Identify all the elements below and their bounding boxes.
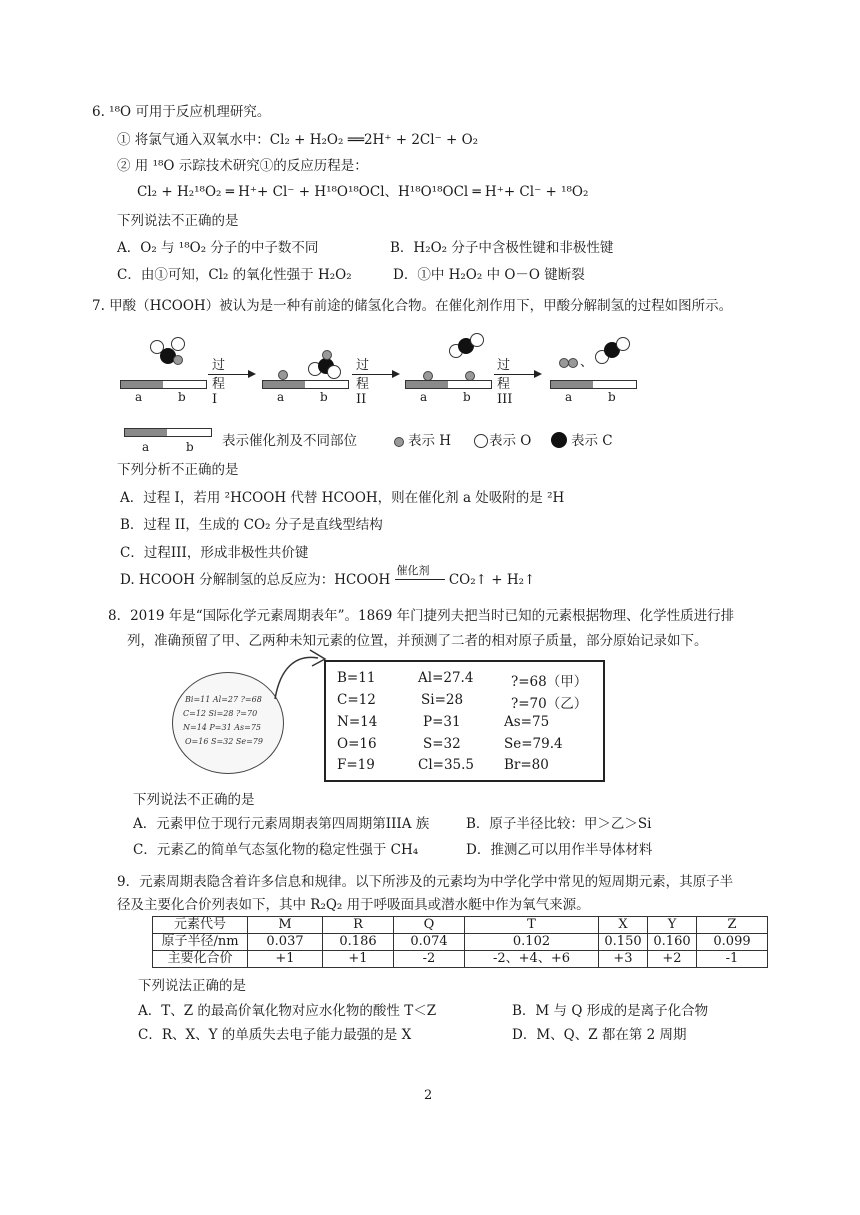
legend-oxygen-icon bbox=[474, 434, 488, 448]
q6-title: 6. ¹⁸O 可用于反应机理研究。 bbox=[92, 104, 271, 120]
table-cell: M bbox=[248, 917, 323, 934]
record-cell: ?=70（乙） bbox=[511, 696, 588, 712]
catalyst-bar bbox=[405, 380, 492, 389]
table-cell: 主要化合价 bbox=[153, 951, 248, 968]
element-property-table bbox=[152, 916, 768, 968]
q9-option-b: B．M 与 Q 形成的是离子化合物 bbox=[512, 1003, 709, 1019]
q6-option-d: D．①中 H₂O₂ 中 O－O 键断裂 bbox=[393, 267, 585, 283]
catalyst-arrow bbox=[395, 564, 445, 590]
table-cell: Z bbox=[697, 917, 768, 934]
record-cell: B=11 bbox=[337, 670, 376, 686]
record-cell: Se=79.4 bbox=[504, 736, 563, 752]
q7-option-c: C．过程III，形成非极性共价键 bbox=[120, 545, 309, 561]
q9-option-d: D．M、Q、Z 都在第 2 周期 bbox=[512, 1027, 687, 1043]
mendeleev-notebook-image: Bi=11 Al=27 ?=68 C=12 Si=28 ?=70 N=14 P=31 As=75 O=16 S=32 Se=79 bbox=[172, 672, 284, 774]
q6-option-c: C．由①可知，Cl₂ 的氧化性强于 H₂O₂ bbox=[117, 267, 352, 283]
hydrogen-atom bbox=[278, 370, 288, 380]
q9-line2: 径及主要化合价列表如下，其中 R₂Q₂ 用于呼吸面具或潜水艇中作为氧气来源。 bbox=[117, 897, 590, 913]
site-b-label: b bbox=[463, 390, 471, 404]
site-a-label: a bbox=[135, 390, 143, 404]
site-b-label: b bbox=[320, 390, 328, 404]
table-cell: -2 bbox=[394, 951, 465, 968]
site-b-label: b bbox=[178, 390, 186, 404]
legend-carbon-icon bbox=[551, 432, 567, 448]
process-2-label: 过程 II bbox=[356, 358, 370, 407]
q6-item1: ① 将氯气通入双氧水中：Cl₂ + H₂O₂ ══2H⁺ + 2Cl⁻ + O₂ bbox=[117, 132, 479, 148]
table-cell: +1 bbox=[248, 951, 323, 968]
legend-catalyst-bar bbox=[124, 428, 212, 437]
catalyst-bar bbox=[120, 380, 207, 389]
record-cell: F=19 bbox=[337, 757, 375, 773]
oxygen-atom bbox=[327, 365, 341, 379]
q7-prompt: 下列分析不正确的是 bbox=[117, 462, 239, 478]
q7-title: 7. 甲酸（HCOOH）被认为是一种有前途的储氢化合物。在催化剂作用下，甲酸分解制氢的过程如图所示。 bbox=[92, 298, 733, 314]
process-2-arrow bbox=[352, 374, 398, 375]
record-cell: C=12 bbox=[337, 692, 376, 708]
legend-catalyst-text: 表示催化剂及不同部位 bbox=[222, 433, 357, 449]
q8-option-d: D．推测乙可以用作半导体材料 bbox=[466, 842, 653, 858]
record-cell: N=14 bbox=[337, 714, 378, 730]
legend-site-b-label: b bbox=[186, 440, 194, 454]
q9-option-a: A．T、Z 的最高价氧化物对应水化物的酸性 T＜Z bbox=[138, 1003, 437, 1019]
table-cell: 元素代号 bbox=[153, 917, 248, 934]
catalyst-bar bbox=[550, 380, 637, 389]
hydrogen-atom bbox=[322, 350, 332, 360]
hydrogen-atom bbox=[173, 355, 183, 365]
legend-oxygen-text: 表示 O bbox=[489, 433, 532, 449]
catalyst-bar bbox=[262, 380, 349, 389]
q6-prompt: 下列说法不正确的是 bbox=[117, 213, 239, 229]
q6-option-b: B．H₂O₂ 分子中含极性键和非极性键 bbox=[390, 240, 614, 256]
page-number: 2 bbox=[424, 1088, 433, 1103]
table-cell: 0.099 bbox=[697, 934, 768, 951]
table-cell: 原子半径/nm bbox=[153, 934, 248, 951]
catalyst-label: 催化剂 bbox=[396, 564, 430, 577]
record-cell: Si=28 bbox=[421, 692, 464, 708]
table-cell: 0.186 bbox=[323, 934, 394, 951]
site-a-label: a bbox=[565, 390, 573, 404]
table-cell: +3 bbox=[599, 951, 648, 968]
site-b-label: b bbox=[608, 390, 616, 404]
q8-prompt: 下列说法不正确的是 bbox=[133, 792, 255, 808]
q8-line1: 8．2019 年是“国际化学元素周期表年”。1869 年门捷列夫把当时已知的元素根据物理、化学性质进行排 bbox=[108, 608, 735, 624]
process-1-arrow bbox=[208, 374, 254, 375]
table-cell: R bbox=[323, 917, 394, 934]
table-row bbox=[153, 934, 768, 951]
table-cell: X bbox=[599, 917, 648, 934]
q8-option-c: C．元素乙的简单气态氢化物的稳定性强于 CH₄ bbox=[133, 842, 419, 858]
legend-hydrogen-text: 表示 H bbox=[408, 433, 452, 449]
q7-option-a: A．过程 I，若用 ²HCOOH 代替 HCOOH，则在催化剂 a 处吸附的是 ²H bbox=[120, 490, 565, 506]
q6-item2: ② 用 ¹⁸O 示踪技术研究①的反应历程是： bbox=[117, 158, 368, 174]
q8-line2: 列，准确预留了甲、乙两种未知元素的位置，并预测了二者的相对原子质量，部分原始记录如下。 bbox=[127, 633, 708, 649]
exam-page: 6. ¹⁸O 可用于反应机理研究。 ① 将氯气通入双氧水中：Cl₂ + H₂O₂ ══2H⁺ + 2Cl⁻ + O₂ ② 用 ¹⁸O 示踪技术研究①的反应历程是： Cl₂ + H₂¹⁸O₂ ═ H⁺+ Cl⁻ + H¹⁸O¹⁸OCl、H¹⁸O¹⁸OCl ═ H⁺+ Cl⁻ + ¹⁸O₂ 下列说法不正确的是 A．O₂ 与 ¹⁸O₂ 分子的中子数不同 B．H₂O₂ 分子中含极性键和非极性键 C．由①可知，Cl₂ 的氧化性强于 H₂O₂ D．①中 H₂O₂ 中 O－O 键断裂 7. 甲酸（HCOOH）被认为是一种有前途的储氢化合物。在催化剂作用下，甲酸分解制氢的过程如图所示。 a b 过程 I a b 过程 II a b 过程III 、 a b a b 表示催化剂及不同部位 表示 H 表示 O 表示 C 下列分析不正确的是 A．过程 I，若用 ²HCOOH 代替 HCOOH，则在催化剂 a 处吸附的是 ²H B．过程 II，生成的 CO₂ 分子是直线型结构 C．过程III，形成非极性共价键 D. HCOOH 分解制氢的总反应为：HCOOH 催化剂 CO₂↑ + H₂↑ 8．2019 年是“国际化学元素周期表年”。1869 年门捷列夫把当时已知的元素根据物理、化学性质进行排 列，准确预留了甲、乙两种未知元素的位置，并预测了二者的相对原子质量，部分原始记录如下。 Bi=11 Al=27 ?=68 C=12 Si=28 ?=70 N=14 P=31 As=75 O=16 S=32 Se=79 B=11 Al=27.4 ?=68（甲） C=12 Si=28 ?=70（乙） N=14 P=31 As=75 O=16 S=32 Se=79.4 F=19 Cl=35.5 Br=80 下列说法不正确的是 A．元素甲位于现行元素周期表第四周期第IIIA 族 B．原子半径比较：甲＞乙＞Si C．元素乙的简单气态氢化物的稳定性强于 CH₄ D．推测乙可以用作半导体材料 9．元素周期表隐含着许多信息和规律。以下所涉及的元素均为中学化学中常见的短周期元素，其原子半 径及主要化合价列表如下，其中 R₂Q₂ 用于呼吸面具或潜水艇中作为氧气来源。 元素代号 M R Q T X Y Z 原子半径/nm 0.037 0.186 0.074 0.102 0.150 0.160 0.099 主要化合价 +1 +1 -2 -2、+4、+6 +3 +2 -1 下列说法正确的是 A．T、Z 的最高价氧化物对应水化物的酸性 T＜Z B．M 与 Q 形成的是离子化合物 C．R、X、Y 的单质失去电子能力最强的是 X D．M、Q、Z 都在第 2 周期 2 bbox=[0, 0, 860, 1215]
oxygen-atom bbox=[616, 337, 630, 351]
q7-option-d-text: D. HCOOH 分解制氢的总反应为：HCOOH bbox=[120, 572, 391, 588]
table-cell: Y bbox=[648, 917, 697, 934]
record-cell: As=75 bbox=[504, 714, 550, 730]
process-1-label: 过程 I bbox=[212, 358, 226, 407]
hydrogen-atom bbox=[568, 358, 578, 368]
q7-option-d-products: CO₂↑ + H₂↑ bbox=[448, 572, 536, 588]
q9-prompt: 下列说法正确的是 bbox=[138, 978, 246, 994]
q8-option-a: A．元素甲位于现行元素周期表第四周期第IIIA 族 bbox=[133, 816, 430, 832]
process-3-arrow bbox=[494, 374, 540, 375]
record-cell: Al=27.4 bbox=[418, 670, 474, 686]
table-cell: -2、+4、+6 bbox=[465, 951, 599, 968]
q6-equation: Cl₂ + H₂¹⁸O₂ ═ H⁺+ Cl⁻ + H¹⁸O¹⁸OCl、H¹⁸O¹⁸OCl ═ H⁺+ Cl⁻ + ¹⁸O₂ bbox=[137, 184, 589, 200]
record-cell: Cl=35.5 bbox=[418, 757, 475, 773]
legend-site-a-label: a bbox=[142, 440, 150, 454]
record-cell: ?=68（甲） bbox=[511, 674, 588, 690]
table-cell: 0.037 bbox=[248, 934, 323, 951]
q7-option-b: B．过程 II，生成的 CO₂ 分子是直线型结构 bbox=[120, 517, 383, 533]
table-cell: +1 bbox=[323, 951, 394, 968]
site-a-label: a bbox=[420, 390, 428, 404]
q7-option-d bbox=[120, 564, 536, 590]
q6-option-a: A．O₂ 与 ¹⁸O₂ 分子的中子数不同 bbox=[117, 240, 319, 256]
table-row bbox=[153, 951, 768, 968]
legend-carbon-text: 表示 C bbox=[571, 433, 613, 449]
table-cell: Q bbox=[394, 917, 465, 934]
mendeleev-record-table bbox=[324, 660, 605, 782]
table-header-row bbox=[153, 917, 768, 934]
record-cell: O=16 bbox=[337, 736, 377, 752]
process-3-label: 过程III bbox=[497, 358, 513, 407]
record-cell: P=31 bbox=[423, 714, 461, 730]
table-cell: 0.074 bbox=[394, 934, 465, 951]
q8-option-b: B．原子半径比较：甲＞乙＞Si bbox=[466, 816, 652, 832]
table-cell: 0.102 bbox=[465, 934, 599, 951]
table-cell: +2 bbox=[648, 951, 697, 968]
record-cell: Br=80 bbox=[504, 757, 549, 773]
legend-hydrogen-icon bbox=[394, 437, 404, 447]
oxygen-atom bbox=[470, 333, 484, 347]
oxygen-atom bbox=[171, 337, 185, 351]
table-cell: 0.150 bbox=[599, 934, 648, 951]
pointer-arrow-icon bbox=[270, 644, 330, 704]
table-cell: 0.160 bbox=[648, 934, 697, 951]
record-cell: S=32 bbox=[423, 736, 461, 752]
site-a-label: a bbox=[277, 390, 285, 404]
q9-option-c: C．R、X、Y 的单质失去电子能力最强的是 X bbox=[138, 1027, 412, 1043]
table-cell: T bbox=[465, 917, 599, 934]
q9-line1: 9．元素周期表隐含着许多信息和规律。以下所涉及的元素均为中学化学中常见的短周期元素，其原子半 bbox=[117, 874, 734, 890]
table-cell: -1 bbox=[697, 951, 768, 968]
